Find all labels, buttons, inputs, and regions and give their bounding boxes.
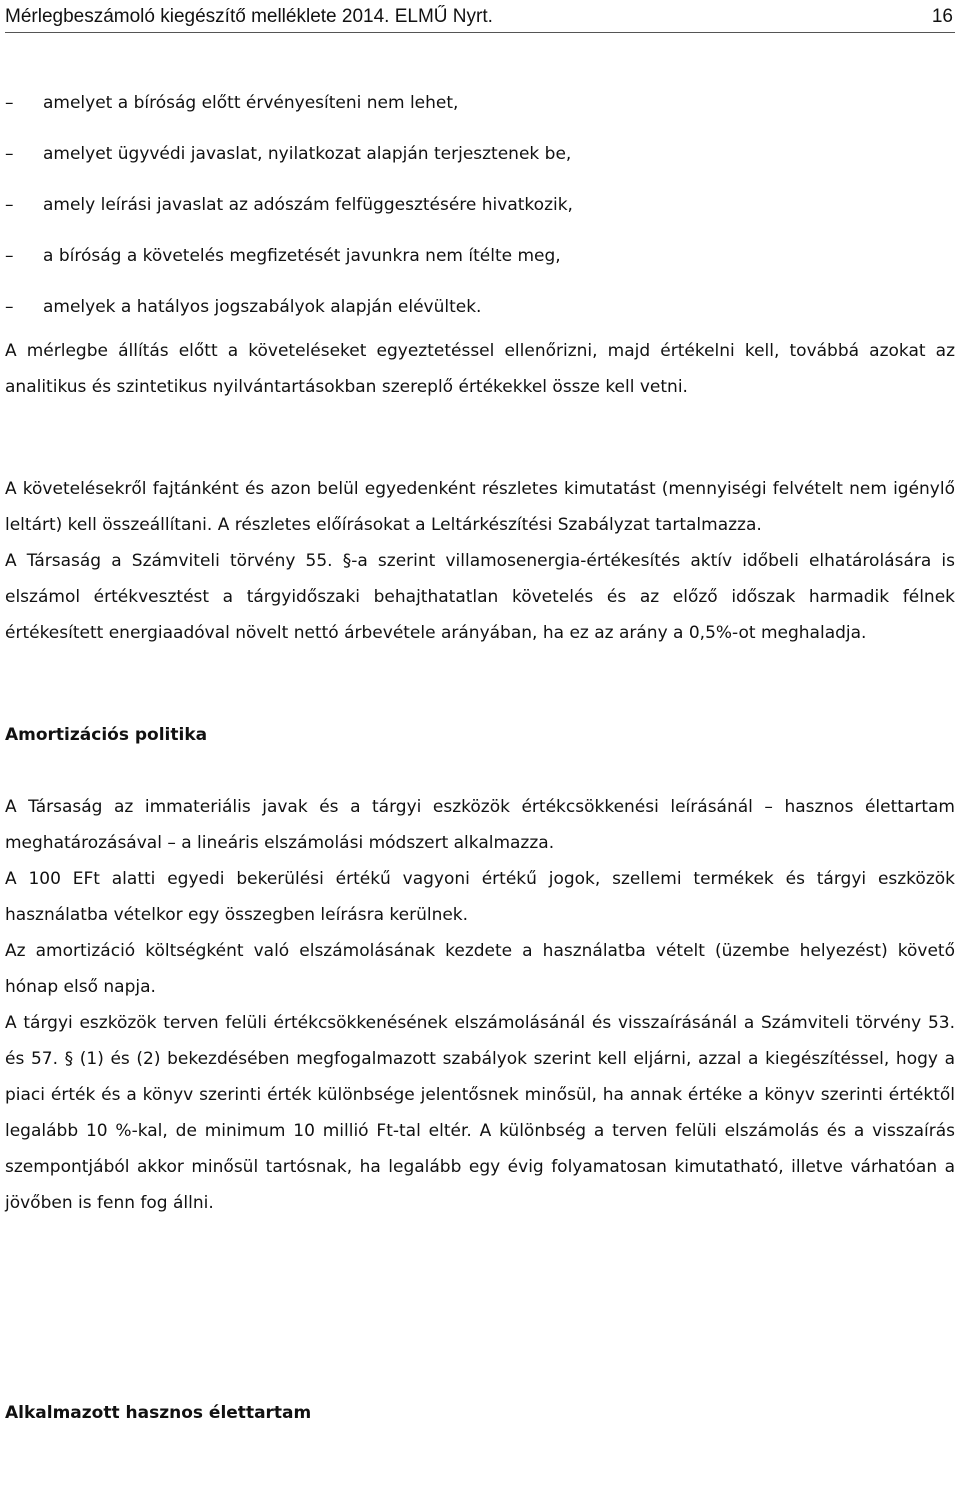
paragraph-extraordinary-depreciation: A tárgyi eszközök terven felüli értékcsökkenésének elszámolásánál és visszaírásánál a Számviteli törvény 53. és 57. § (1) és (2) bekezdésében megfogalmazott szabályok szerint kell eljárni, azzal a kiegészítéssel, hogy a piaci érték és a könyv szerinti érték különbsége jelentősnek minősül, ha annak értéke a könyv szerinti értéktől legalább 10 %-kal, de minimum 10 millió Ft-tal eltér. A különbség a terven felüli elszámolás és a visszaírás szempontjából akkor minősül tartósnak, ha legalább egy évig folyamatosan kimutatható, illetve várhatóan a jövőben is fenn fog állni. [5,1013,955,1213]
bullet-marker: – [5,246,14,266]
list-item-text: amelyet a bíróság előtt érvényesíteni nem lehet, [43,93,459,113]
paragraph-impairment: A Társaság a Számviteli törvény 55. §-a szerint villamosenergia-értékesítés aktív időbeli elhatárolására is elszámol értékvesztést a tárgyidőszaki behajthatatlan követelés és az előző időszak harmadik félnek értékesített energiaadóval növelt nettó árbevétele arányában, ha ez az arány a 0,5%-ot meghaladja. [5,551,955,643]
bullet-marker: – [5,297,14,317]
paragraph-amortization-method: A Társaság az immateriális javak és a tárgyi eszközök értékcsökkenési leírásánál – hasznos élettartam meghatározásával – a lineáris elszámolási módszert alkalmazza. [5,797,955,853]
section-heading-amortization: Amortizációs politika [5,725,208,745]
list-item [5,282,955,333]
bullet-marker: – [5,144,14,164]
list-item-text: amelyet ügyvédi javaslat, nyilatkozat alapján terjesztenek be, [43,144,572,164]
page-number: 16 [931,6,953,27]
section-heading-useful-life: Alkalmazott hasznos élettartam [5,1403,312,1423]
list-item-text: amely leírási javaslat az adószám felfüggesztésére hivatkozik, [43,195,573,215]
list-item [5,180,955,231]
paragraph-inventory: A követelésekről fajtánként és azon belül egyedenként részletes kimutatást (mennyiségi felvételt nem igénylő leltárt) kell összeállítani. A részletes előírásokat a Leltárkészítési Szabályzat tartalmazza. [5,479,955,535]
paragraph-reconciliation: A mérlegbe állítás előtt a követeléseket egyeztetéssel ellenőrizni, majd értékelni kell, továbbá azokat az analitikus és szintetikus nyilvántartásokban szereplő értékekkel össze kell vetni. [5,341,955,397]
document-title: Mérlegbeszámoló kiegészítő melléklete 2014. ELMŰ Nyrt. [5,6,493,27]
bullet-list [5,78,955,333]
bullet-marker: – [5,195,14,215]
paragraph-amortization-start: Az amortizáció költségként való elszámolásának kezdete a használatba vételt (üzembe helyezést) követő hónap első napja. [5,941,955,997]
paragraph-low-value-assets: A 100 EFt alatti egyedi bekerülési értékű vagyoni értékű jogok, szellemi termékek és tárgyi eszközök használatba vételkor egy összegben leírásra kerülnek. [5,869,955,925]
list-item [5,129,955,180]
bullet-marker: – [5,93,14,113]
list-item-text: a bíróság a követelés megfizetését javunkra nem ítélte meg, [43,246,561,266]
list-item [5,78,955,129]
list-item-text: amelyek a hatályos jogszabályok alapján elévültek. [43,297,482,317]
page-header [5,4,955,33]
list-item [5,231,955,282]
document-body [5,78,955,1431]
